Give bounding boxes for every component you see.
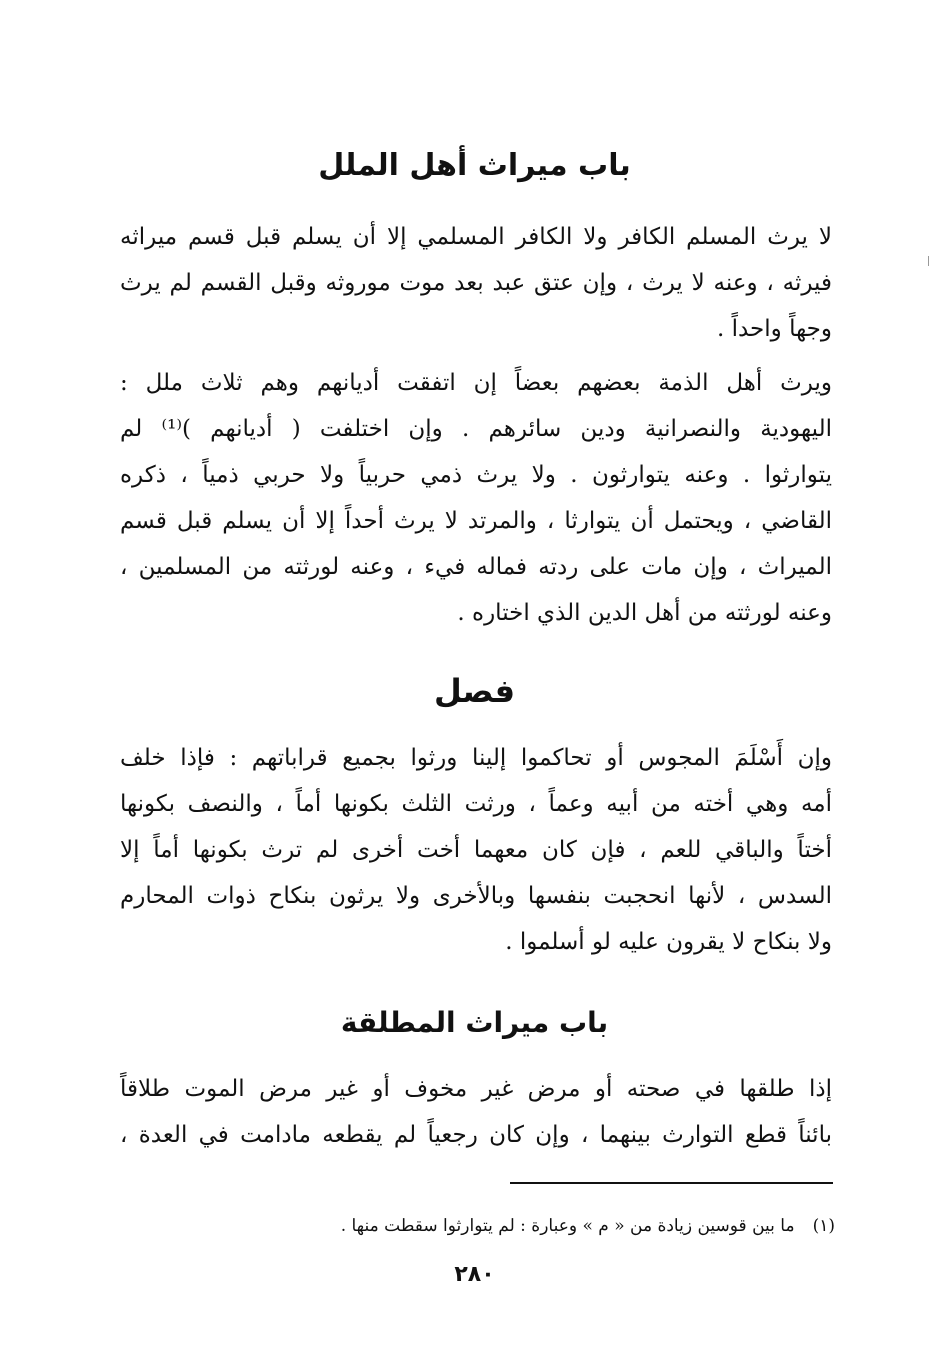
text-line: يتوارثوا . وعنه يتوارثون . ولا يرث ذمي حربياً ولا حربي ذمياً ، ذكره xyxy=(120,462,832,488)
page-number: ٢٨٠ xyxy=(454,1262,495,1287)
text-line: ولا بنكاح لا يقرون عليه لو أسلموا . xyxy=(505,929,832,955)
text-line: إذا طلقها في صحته أو مرض غير مخوف أو غير مرض الموت طلاقاً xyxy=(120,1076,832,1102)
section-heading-divorcee-inheritance: باب ميراث المطلقة xyxy=(340,1006,609,1039)
footnote xyxy=(195,1214,835,1238)
scan-mark xyxy=(928,256,931,266)
text-line: لا يرث المسلم الكافر ولا الكافر المسلمي إلا أن يسلم قبل قسم ميراثه xyxy=(120,224,832,250)
text-line: أختاً والباقي للعم ، فإن كان معهما أخت أخرى لم ترث بكونها أماً إلا xyxy=(120,837,832,863)
paragraph-4 xyxy=(120,1066,832,1158)
text-line: القاضي ، ويحتمل أن يتوارثا ، والمرتد لا يرث أحداً إلا أن يسلم قبل قسم xyxy=(120,508,832,534)
text-line: السدس ، لأنها انحجبت بنفسها وبالأخرى ولا يرثون بنكاح ذوات المحارم xyxy=(120,883,832,909)
text-line: أمه وهي أخته من أبيه وعماً ، ورثت الثلث بكونها أماً ، والنصف بكونها xyxy=(120,791,832,817)
footnote-text: ما بين قوسين زيادة من « م » وعبارة : لم يتوارثوا سقطت منها . xyxy=(340,1216,795,1236)
text-line: اليهودية والنصرانية ودين سائرهم . وإن اختلفت ( أديانهم )⁽¹⁾ لم xyxy=(120,416,832,442)
text-line: وإن أَسْلَمَ المجوس أو تحاكموا إلينا ورثوا بجميع قراباتهم : فإذا خلف xyxy=(120,745,832,771)
paragraph-2 xyxy=(120,360,832,636)
text-line: وعنه لورثته من أهل الدين الذي اختاره . xyxy=(457,600,832,626)
footnote-marker: (١) xyxy=(812,1216,835,1236)
text-line: وجهاً واحداً . xyxy=(716,316,832,342)
text-line: بائناً قطع التوارث بينهما ، وإن كان رجعياً لم يقطعه مادامت في العدة ، xyxy=(120,1122,832,1148)
text-line: ويرث أهل الذمة بعضهم بعضاً إن اتفقت أديانهم وهم ثلاث ملل : xyxy=(120,370,832,396)
text-line: فيرثه ، وعنه لا يرث ، وإن عتق عبد بعد موت موروثه وقبل القسم لم يرث xyxy=(120,270,832,296)
section-heading-inheritance-religions: باب ميراث أهل الملل xyxy=(318,148,631,183)
footnote-divider xyxy=(510,1182,833,1184)
paragraph-3 xyxy=(120,735,832,965)
paragraph-1 xyxy=(120,214,832,352)
section-heading-fasl: فصل xyxy=(433,672,516,710)
text-line: الميراث ، وإن مات على ردته فماله فيء ، وعنه لورثته من المسلمين ، xyxy=(120,554,832,580)
